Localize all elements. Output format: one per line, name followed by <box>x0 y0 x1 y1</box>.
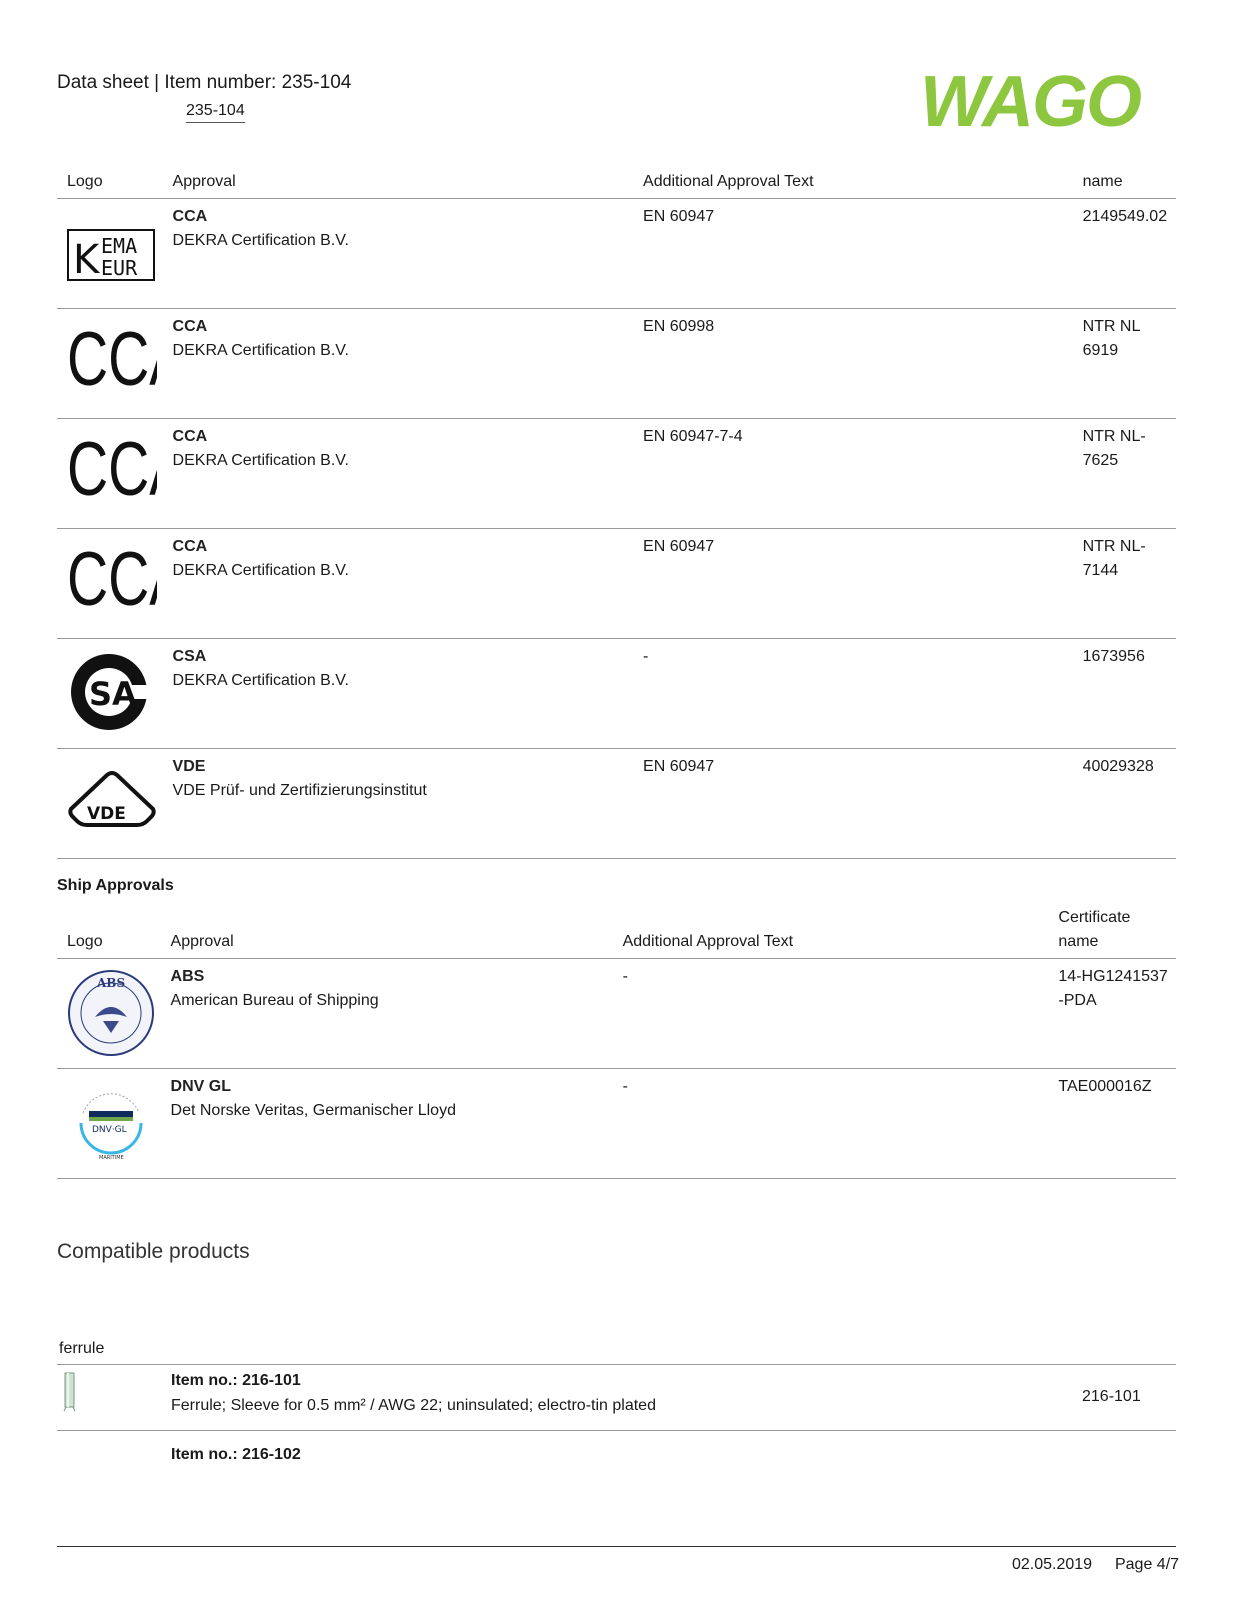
svg-text:EMA: EMA <box>101 234 138 258</box>
col-certificate-name: Certificate name <box>1058 900 1176 959</box>
svg-text:WAGO: WAGO <box>920 62 1140 142</box>
additional-text: - <box>623 1069 1059 1179</box>
footer-page: Page 4/7 <box>1114 1556 1180 1573</box>
col-approval: Approval <box>173 164 643 199</box>
compatible-item-description: Ferrule; Sleeve for 0.5 mm² / AWG 22; uninsulated; electro-tin plated <box>171 1397 656 1414</box>
cca-icon <box>67 541 157 611</box>
certificate-name: NTR NL 6919 <box>1083 309 1176 419</box>
ferrule-category: ferrule <box>59 1340 105 1357</box>
svg-text:MARITIME: MARITIME <box>99 1155 124 1161</box>
footer-divider <box>57 1546 1176 1547</box>
wago-logo <box>920 58 1180 144</box>
approval-body: DEKRA Certification B.V. <box>172 452 349 469</box>
certificate-name: 2149549.02 <box>1083 199 1176 309</box>
approval-body: American Bureau of Shipping <box>170 992 379 1009</box>
ferrule-icon <box>62 1372 78 1412</box>
svg-text:DNV·GL: DNV·GL <box>92 1125 127 1135</box>
footer-date: 02.05.2019 <box>1012 1556 1093 1573</box>
compatible-item-title[interactable]: Item no.: 216-102 <box>171 1446 301 1463</box>
table-row <box>57 1069 1176 1179</box>
footer <box>1012 1556 1179 1574</box>
approval-name: CSA <box>172 648 207 665</box>
dnv-gl-icon <box>67 1079 155 1165</box>
additional-text: EN 60947-7-4 <box>643 419 1083 529</box>
svg-text:CCA: CC <box>67 431 150 501</box>
kema-eur-icon <box>67 229 155 281</box>
approval-name: VDE <box>172 758 206 775</box>
certificate-name: 1673956 <box>1083 639 1176 749</box>
approval-body: DEKRA Certification B.V. <box>172 562 349 579</box>
compatible-products-heading: Compatible products <box>57 1240 250 1263</box>
col-logo: Logo <box>57 900 171 959</box>
compatible-item-title[interactable]: Item no.: 216-101 <box>171 1372 301 1389</box>
approval-name: CCA <box>172 428 208 445</box>
table-row <box>57 749 1176 859</box>
compatible-item-number: 216-101 <box>1082 1388 1141 1405</box>
col-additional-text: Additional Approval Text <box>623 900 1059 959</box>
table-row <box>57 309 1176 419</box>
svg-text:SA: SA <box>89 675 137 713</box>
svg-text:K: K <box>73 237 100 281</box>
approval-body: DEKRA Certification B.V. <box>172 342 349 359</box>
ship-approvals-table <box>57 900 1176 1179</box>
col-logo: Logo <box>57 164 173 199</box>
svg-text:EUR: EUR <box>101 256 138 280</box>
table-row <box>57 639 1176 749</box>
additional-text: EN 60947 <box>643 529 1083 639</box>
svg-text:CCA: CC <box>67 541 150 611</box>
approval-name: CCA <box>172 318 208 335</box>
table-row <box>57 199 1176 309</box>
additional-text: - <box>623 959 1059 1069</box>
approval-name: CCA <box>172 208 208 225</box>
certificate-name: 40029328 <box>1083 749 1176 859</box>
additional-text: EN 60947 <box>643 199 1083 309</box>
svg-text:ABS: ABS <box>97 976 126 990</box>
ship-approvals-heading: Ship Approvals <box>57 877 174 894</box>
page-title: Data sheet | Item number: 235-104 <box>57 72 352 93</box>
certificate-name: NTR NL-7144 <box>1083 529 1176 639</box>
abs-icon <box>67 967 155 1059</box>
vde-icon <box>67 769 157 829</box>
approval-body: VDE Prüf- und Zertifizierungsinstitut <box>172 782 427 799</box>
col-approval: Approval <box>171 900 623 959</box>
additional-text: - <box>643 639 1083 749</box>
divider <box>57 1364 1176 1365</box>
col-name: name <box>1083 164 1176 199</box>
approval-body: Det Norske Veritas, Germanischer Lloyd <box>170 1102 456 1119</box>
certificate-name: 14-HG1241537-PDA <box>1058 959 1176 1069</box>
cca-icon <box>67 321 157 391</box>
approval-name: ABS <box>170 968 205 985</box>
approval-body: DEKRA Certification B.V. <box>172 232 349 249</box>
approvals-table <box>57 164 1176 859</box>
col-additional-text: Additional Approval Text <box>643 164 1083 199</box>
cca-icon <box>67 431 157 501</box>
csa-icon <box>67 647 155 737</box>
table-row <box>57 419 1176 529</box>
svg-text:CCA: CC <box>67 321 150 391</box>
certificate-name: NTR NL-7625 <box>1083 419 1176 529</box>
item-number-link[interactable]: 235-104 <box>186 102 245 123</box>
approval-name: DNV GL <box>170 1078 231 1095</box>
additional-text: EN 60947 <box>643 749 1083 859</box>
approval-body: DEKRA Certification B.V. <box>172 672 349 689</box>
additional-text: EN 60998 <box>643 309 1083 419</box>
svg-text:VDE: VDE <box>87 804 126 824</box>
divider <box>57 1430 1176 1431</box>
approval-name: CCA <box>172 538 208 555</box>
certificate-name: TAE000016Z <box>1058 1069 1176 1179</box>
table-row <box>57 959 1176 1069</box>
table-row <box>57 529 1176 639</box>
